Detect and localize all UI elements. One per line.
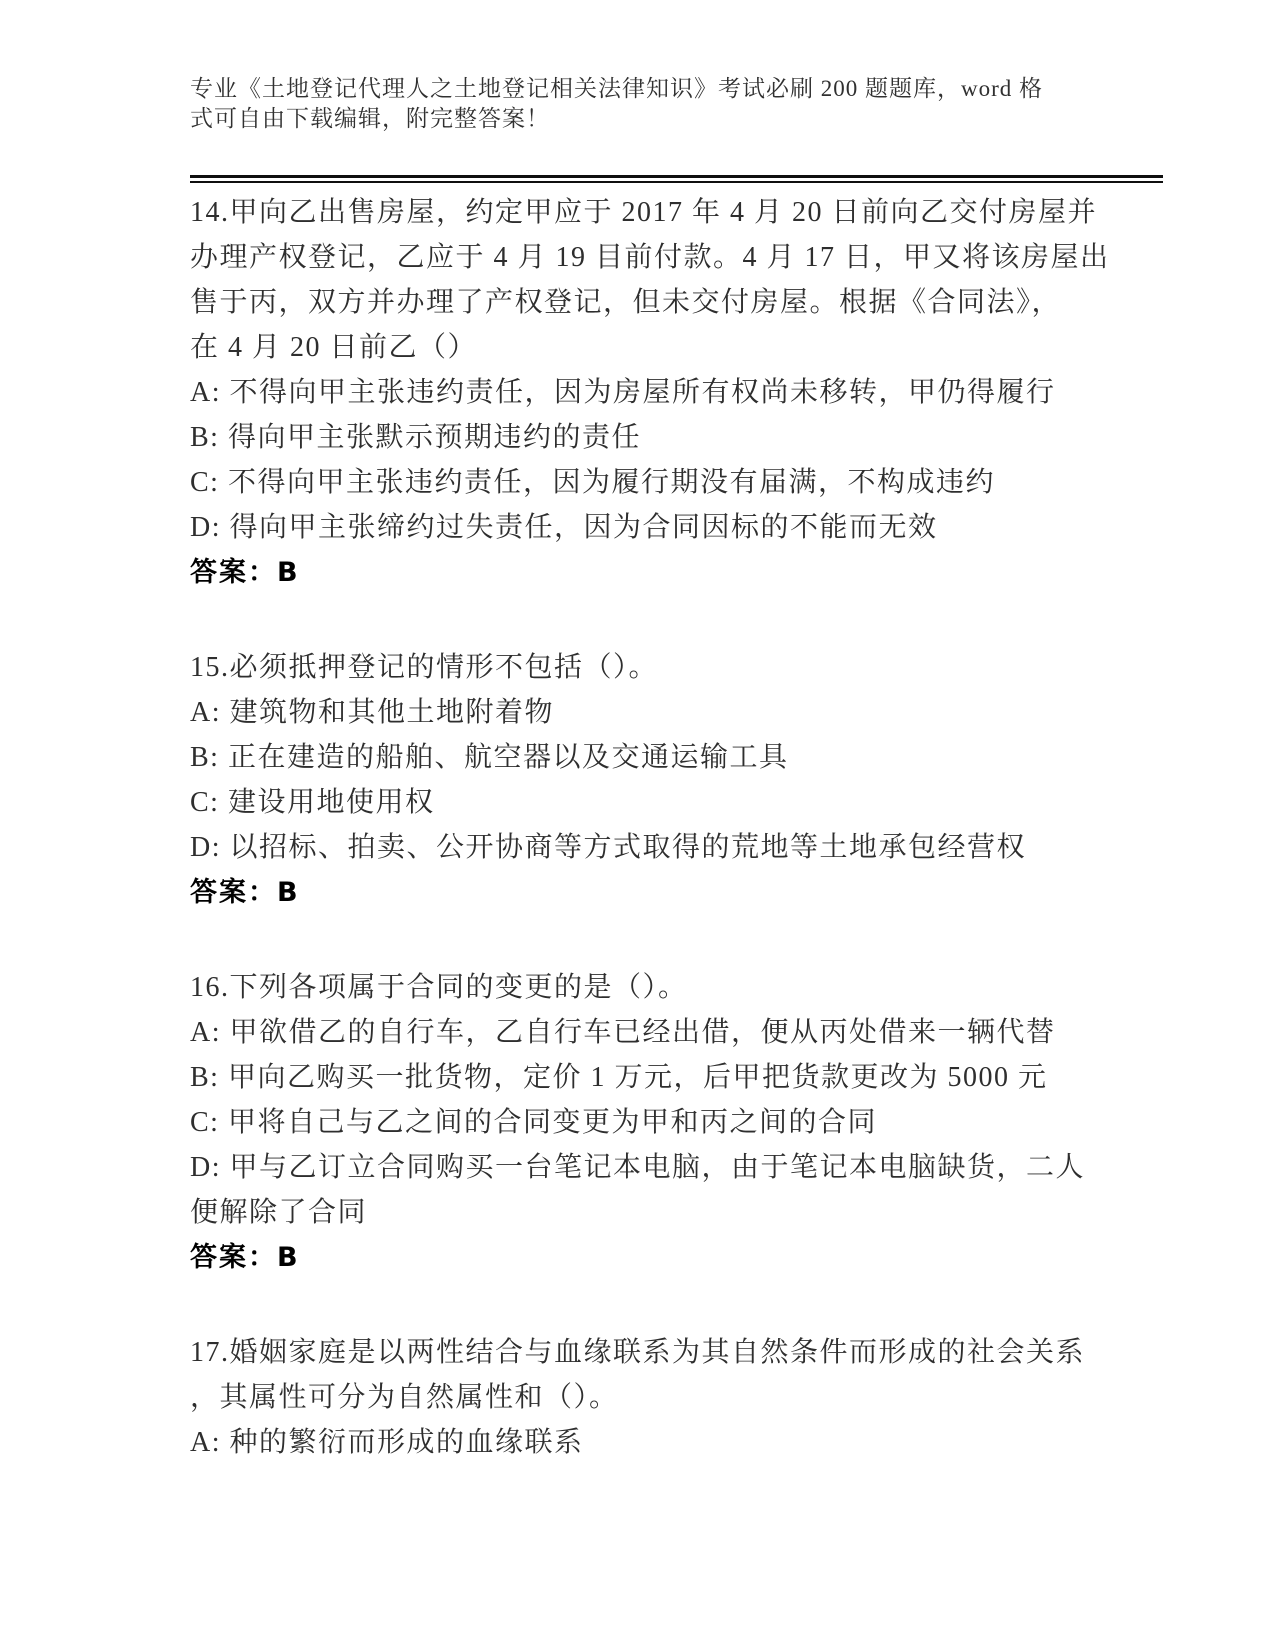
document-header — [190, 74, 1165, 134]
questions-area — [190, 190, 1163, 1465]
question-14-option-a: A: 不得向甲主张违约责任，因为房屋所有权尚未移转，甲仍得履行 — [190, 377, 1056, 408]
question-15-answer: 答案：B — [190, 877, 300, 908]
question-15-option-c: C: 建设用地使用权 — [190, 787, 435, 818]
question-16-option-a: A: 甲欲借乙的自行车，乙自行车已经出借，便从丙处借来一辆代替 — [190, 1017, 1056, 1048]
question-17-option-a: A: 种的繁衍而形成的血缘联系 — [190, 1427, 584, 1458]
question-16-option-b: B: 甲向乙购买一批货物，定价 1 万元，后甲把货款更改为 5000 元 — [190, 1062, 1048, 1093]
question-14 — [190, 190, 1163, 595]
question-16-option-d-line-2: 便解除了合同 — [190, 1197, 368, 1228]
header-line-1: 专业《土地登记代理人之土地登记相关法律知识》考试必刷 200 题题库，word 格 — [190, 76, 1044, 101]
question-14-stem-line-2: 办理产权登记，乙应于 4 月 19 目前付款。4 月 17 日，甲又将该房屋出 — [190, 242, 1110, 273]
question-15-option-b: B: 正在建造的船舶、航空器以及交通运输工具 — [190, 742, 789, 773]
question-15 — [190, 645, 1163, 915]
question-14-option-b: B: 得向甲主张默示预期违约的责任 — [190, 422, 641, 453]
question-14-stem-line-4: 在 4 月 20 日前乙（） — [190, 332, 478, 363]
question-17-stem-line-1: 17.婚姻家庭是以两性结合与血缘联系为其自然条件而形成的社会关系 — [190, 1337, 1086, 1368]
question-14-option-c: C: 不得向甲主张违约责任，因为履行期没有届满，不构成违约 — [190, 467, 995, 498]
question-14-answer: 答案：B — [190, 557, 300, 588]
question-15-option-d: D: 以招标、拍卖、公开协商等方式取得的荒地等土地承包经营权 — [190, 832, 1027, 863]
question-14-stem-line-3: 售于丙，双方并办理了产权登记，但未交付房屋。根据《合同法》， — [190, 287, 1062, 318]
question-16-option-d-line-1: D: 甲与乙订立合同购买一台笔记本电脑，由于笔记本电脑缺货，二人 — [190, 1152, 1086, 1183]
question-14-stem-line-1: 14.甲向乙出售房屋，约定甲应于 2017 年 4 月 20 日前向乙交付房屋并 — [190, 197, 1098, 228]
question-17-stem-line-2: ，其属性可分为自然属性和（）。 — [190, 1382, 619, 1413]
question-14-option-d: D: 得向甲主张缔约过失责任，因为合同因标的不能而无效 — [190, 512, 938, 543]
question-17 — [190, 1330, 1163, 1465]
header-line-2: 式可自由下载编辑，附完整答案！ — [190, 106, 550, 131]
question-15-stem-line-1: 15.必须抵押登记的情形不包括（）。 — [190, 652, 659, 683]
question-15-option-a: A: 建筑物和其他土地附着物 — [190, 697, 555, 728]
question-16-stem-line-1: 16.下列各项属于合同的变更的是（）。 — [190, 972, 688, 1003]
question-16 — [190, 965, 1163, 1280]
header-divider-rule — [190, 175, 1163, 183]
question-16-answer: 答案：B — [190, 1242, 300, 1273]
question-16-option-c: C: 甲将自己与乙之间的合同变更为甲和丙之间的合同 — [190, 1107, 877, 1138]
